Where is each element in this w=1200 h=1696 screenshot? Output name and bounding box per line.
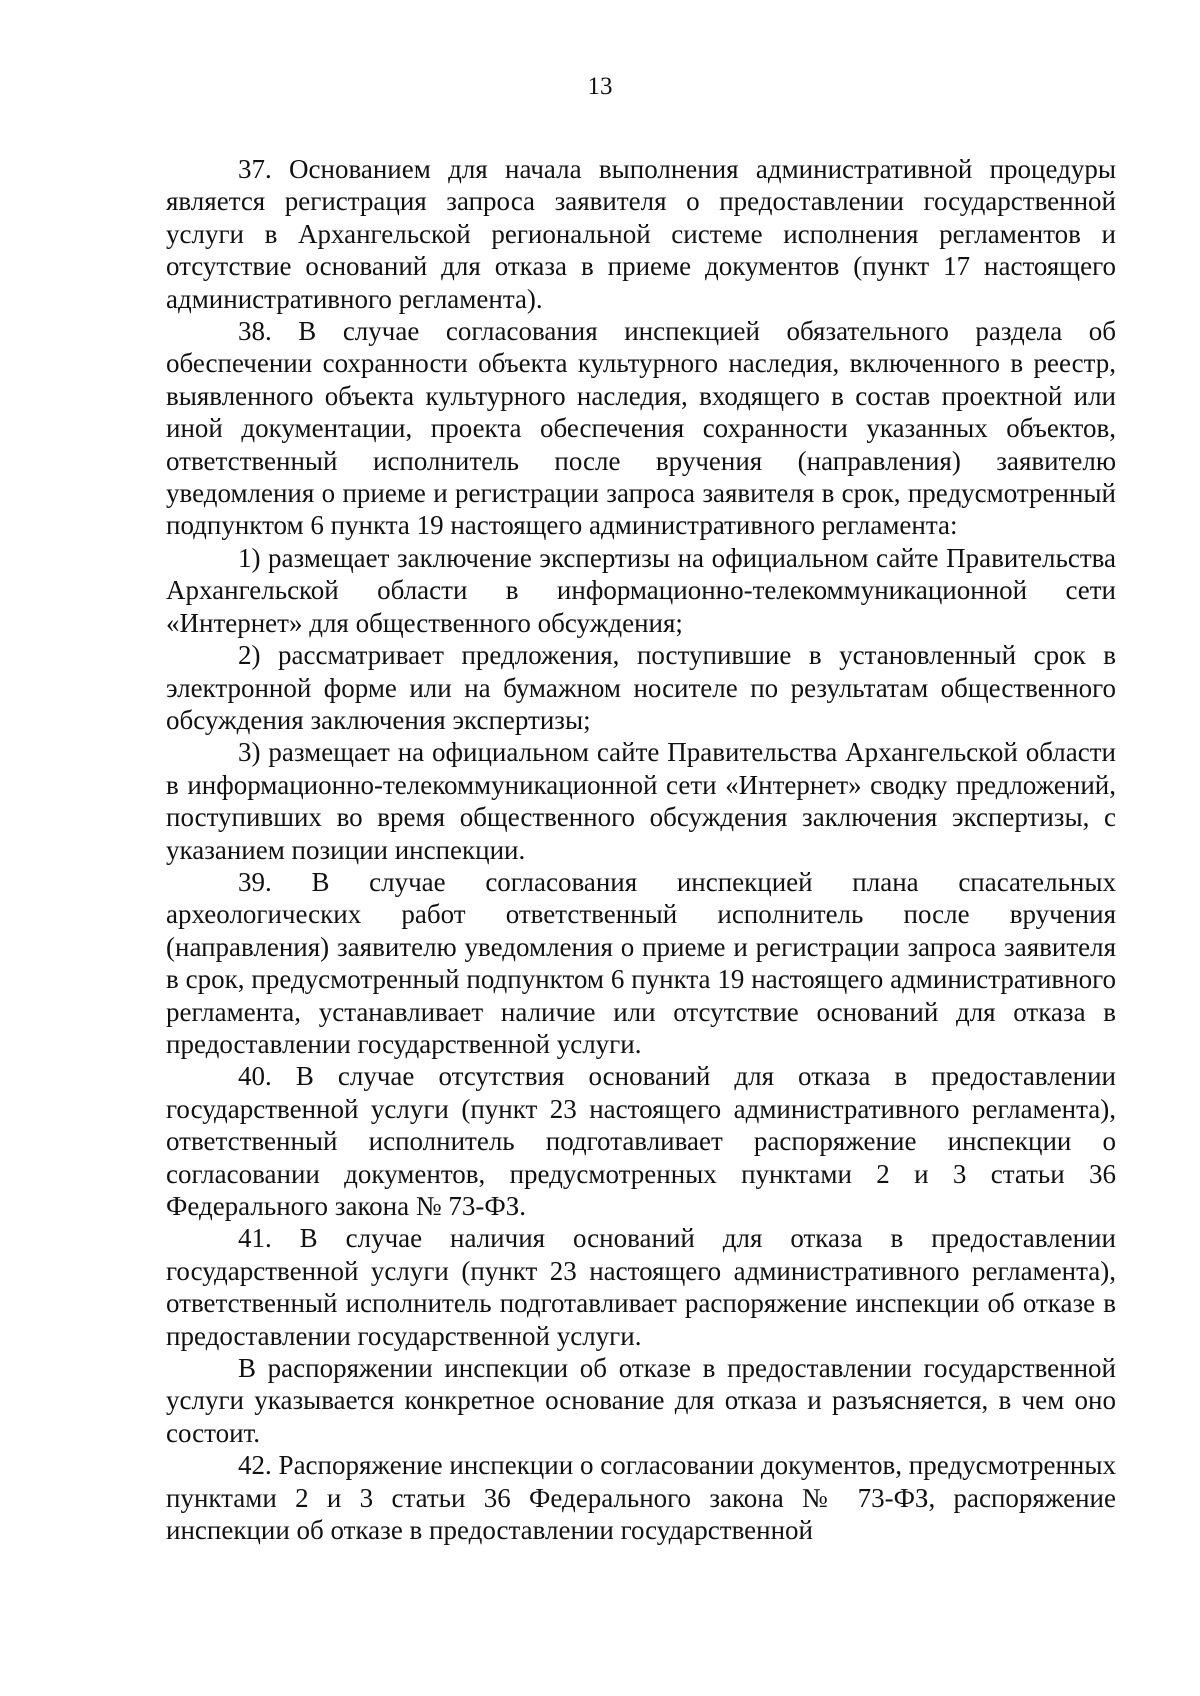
paragraph-38: 38. В случае согласования инспекцией обязательного раздела об обеспечении сохранности объекта культурного наследия, включенного в реестр, выявленного объекта культурного наследия, входящего в состав проектной или иной документации, проекта обеспечения сохранности указанных объектов, ответственный исполнитель после вручения (направления) заявителю уведомления о приеме и регистрации запроса заявителя в срок, предусмотренный подпунктом 6 пункта 19 настоящего административного регламента: xyxy=(166,316,1116,541)
subitem-38-3: 3) размещает на официальном сайте Правительства Архангельской области в информационно-телекоммуникационной сети «Интернет» сводку предложений, поступивших во время общественного обсуждения заключения экспертизы, с указанием позиции инспекции. xyxy=(166,737,1116,865)
paragraph-37: 37. Основанием для начала выполнения административной процедуры является регистрация запроса заявителя о предоставлении государственной услуги в Архангельской региональной системе исполнения регламентов и отсутствие оснований для отказа в приеме документов (пункт 17 настоящего административного регламента). xyxy=(166,154,1116,314)
paragraph-41-continuation: В распоряжении инспекции об отказе в предоставлении государственной услуги указывается конкретное основание для отказа и разъясняется, в чем оно состоит. xyxy=(166,1353,1116,1448)
document-body xyxy=(166,153,1116,1546)
page-number: 13 xyxy=(587,73,613,100)
subitem-38-2: 2) рассматривает предложения, поступившие в установленный срок в электронной форме или на бумажном носителе по результатам общественного обсуждения заключения экспертизы; xyxy=(166,640,1116,735)
paragraph-42: 42. Распоряжение инспекции о согласовании документов, предусмотренных пунктами 2 и 3 статьи 36 Федерального закона № 73-ФЗ, распоряжение инспекции об отказе в предоставлении государственной xyxy=(166,1450,1116,1546)
paragraph-40: 40. В случае отсутствия оснований для отказа в предоставлении государственной услуги (пункт 23 настоящего административного регламента), ответственный исполнитель подготавливает распоряжение инспекции о согласовании документов, предусмотренных пунктами 2 и 3 статьи 36 Федерального закона № 73-ФЗ. xyxy=(166,1061,1116,1221)
subitem-38-1: 1) размещает заключение экспертизы на официальном сайте Правительства Архангельской области в информационно-телекоммуникационной сети «Интернет» для общественного обсуждения; xyxy=(166,542,1116,638)
paragraph-41: 41. В случае наличия оснований для отказа в предоставлении государственной услуги (пункт 23 настоящего административного регламента), ответственный исполнитель подготавливает распоряжение инспекции об отказе в предоставлении государственной услуги. xyxy=(166,1223,1116,1351)
paragraph-39: 39. В случае согласования инспекцией плана спасательных археологических работ ответственный исполнитель после вручения (направления) заявителю уведомления о приеме и регистрации запроса заявителя в срок, предусмотренный подпунктом 6 пункта 19 настоящего административного регламента, устанавливает наличие или отсутствие оснований для отказа в предоставлении государственной услуги. xyxy=(166,866,1116,1059)
